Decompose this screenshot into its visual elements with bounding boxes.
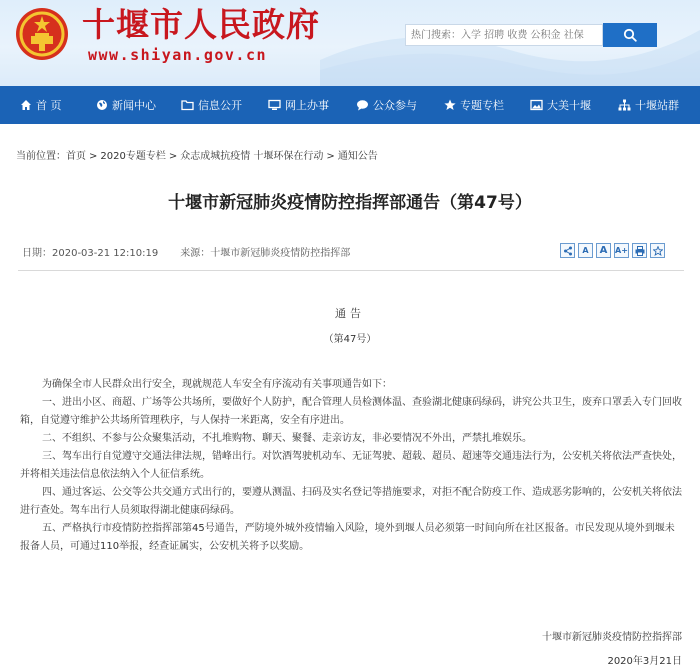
nav-beautiful-shiyan[interactable] xyxy=(530,86,591,124)
star-icon xyxy=(444,99,456,111)
nav-label: 公众参与 xyxy=(373,99,417,112)
site-name[interactable]: 十堰市人民政府 xyxy=(82,5,320,44)
breadcrumb-prefix: 当前位置： xyxy=(16,151,66,162)
signature: 十堰市新冠肺炎疫情防控指挥部 xyxy=(542,632,682,643)
national-emblem-icon xyxy=(14,6,70,62)
breadcrumb-item-home[interactable]: 首页 xyxy=(66,151,86,162)
breadcrumb-item-notices[interactable]: 通知公告 xyxy=(337,151,378,162)
paragraph-2: 二、不组织、不参与公众聚集活动，不扎堆购物、聊天、聚餐、走亲访友，非必要情况不外出，严禁扎堆娱乐。 xyxy=(42,433,532,444)
font-large-button[interactable]: A+ xyxy=(614,243,629,258)
nav-home[interactable] xyxy=(20,86,62,124)
globe-icon xyxy=(96,99,108,111)
publish-date: 日期：2020-03-21 12:10:19 xyxy=(22,248,159,259)
nav-online-service[interactable] xyxy=(268,86,329,124)
font-medium-button[interactable]: A xyxy=(596,243,611,258)
meta-divider xyxy=(18,270,684,271)
notice-number: （第47号） xyxy=(323,334,377,345)
nav-label: 新闻中心 xyxy=(112,99,156,112)
search-icon xyxy=(623,28,637,42)
sitemap-icon xyxy=(618,99,631,111)
nav-label: 信息公开 xyxy=(198,99,242,112)
search-input[interactable] xyxy=(406,25,602,45)
breadcrumb: 当前位置：首页 > 2020专题专栏 > 众志成城抗疫情 十堰环保在行动 > 通知公告 xyxy=(16,151,378,162)
nav-public-participation[interactable] xyxy=(356,86,417,124)
font-small-button[interactable]: A xyxy=(578,243,593,258)
paragraph-4: 四、通过客运、公交等公共交通方式出行的，要遵从测温、扫码及实名登记等措施要求，对拒不配合防疫工作、造成恶劣影响的，公安机关将依法进行查处。驾车出行人员须取得湖北健康码绿码。 xyxy=(20,487,682,516)
nav-info-public[interactable] xyxy=(181,86,242,124)
nav-label: 专题专栏 xyxy=(460,99,504,112)
share-button[interactable] xyxy=(560,243,575,258)
article-source: 来源：十堰市新冠肺炎疫情防控指挥部 xyxy=(180,248,351,259)
home-icon xyxy=(20,99,32,111)
favorite-button[interactable] xyxy=(650,243,665,258)
main-nav xyxy=(0,86,700,124)
nav-label: 网上办事 xyxy=(285,99,329,112)
share-icon xyxy=(563,246,573,256)
search-button[interactable] xyxy=(603,23,657,47)
chat-icon xyxy=(356,99,369,111)
monitor-icon xyxy=(268,99,281,111)
image-icon xyxy=(530,99,543,111)
print-icon xyxy=(635,246,645,256)
nav-site-group[interactable] xyxy=(618,86,679,124)
notice-heading: 通告 xyxy=(335,307,365,320)
article-tools xyxy=(560,243,665,258)
paragraph-intro: 为确保全市人民群众出行安全，现就规范人车安全有序流动有关事项通告如下： xyxy=(42,379,392,390)
site-header xyxy=(0,0,700,86)
site-url[interactable]: www.shiyan.gov.cn xyxy=(88,46,268,64)
nav-special-topics[interactable] xyxy=(444,86,504,124)
breadcrumb-item-2020-topics[interactable]: 2020专题专栏 xyxy=(100,151,166,162)
favorite-icon xyxy=(653,246,663,256)
nav-label: 大美十堰 xyxy=(547,99,591,112)
folder-icon xyxy=(181,99,194,111)
nav-label: 十堰站群 xyxy=(635,99,679,112)
page-title: 十堰市新冠肺炎疫情防控指挥部通告（第47号） xyxy=(168,193,532,213)
nav-news[interactable] xyxy=(96,86,156,124)
paragraph-1: 一、进出小区、商超、广场等公共场所，要做好个人防护，配合管理人员检测体温、查验湖北健康码绿码，讲究公共卫生，废弃口罩丢入专门回收箱，自觉遵守维护公共场所管理秩序，与人保持一米距离，安全有序进出。 xyxy=(20,397,682,426)
nav-label: 首 页 xyxy=(36,99,62,112)
paragraph-3: 三、驾车出行自觉遵守交通法律法规，错峰出行。对饮酒驾驶机动车、无证驾驶、超载、超员、超速等交通违法行为，公安机关将依法严查快处，并将相关违法信息依法纳入个人征信系统。 xyxy=(20,451,682,480)
breadcrumb-item-epidemic-topic[interactable]: 众志成城抗疫情 十堰环保在行动 xyxy=(180,151,324,162)
print-button[interactable] xyxy=(632,243,647,258)
article-body xyxy=(20,376,684,556)
article-meta xyxy=(22,244,350,259)
paragraph-5: 五、严格执行市疫情防控指挥部第45号通告，严防境外城外疫情输入风险，境外到堰人员必须第一时间向所在社区报备。市民发现从境外到堰未报备人员，可通过110举报，经查证属实，公安机关将予以奖励。 xyxy=(20,523,675,552)
signature-date: 2020年3月21日 xyxy=(607,656,682,667)
search-box[interactable] xyxy=(405,24,603,46)
